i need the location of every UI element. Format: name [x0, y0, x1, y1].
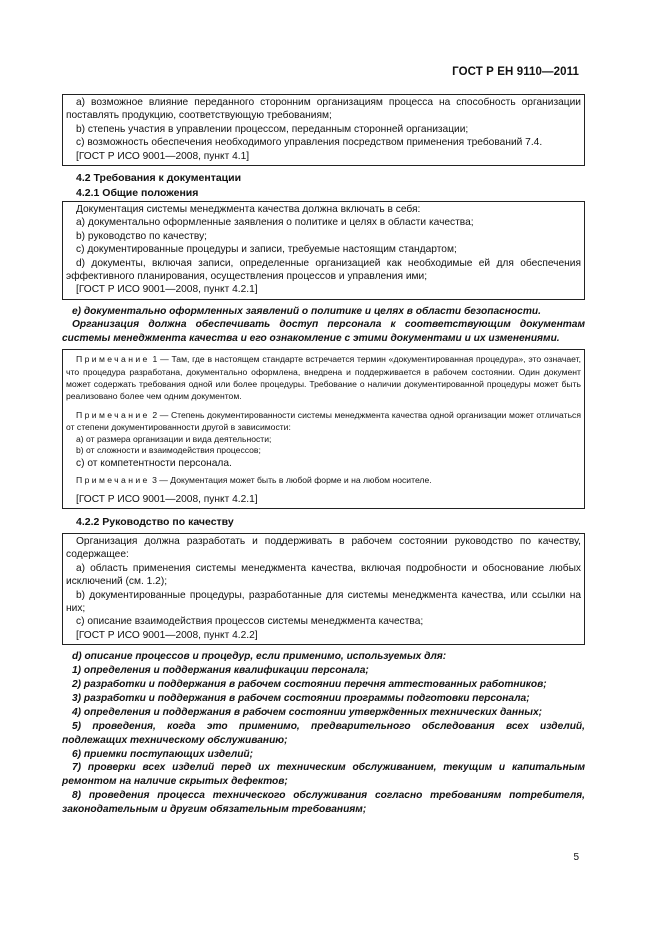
note-2 — [66, 409, 581, 434]
list-item: b) документированные процедуры, разработанные для системы менеджмента качества, или ссылки на них; — [66, 589, 581, 614]
note-3 — [66, 474, 581, 486]
section-heading-4-2-1: 4.2.1 Общие положения — [76, 187, 199, 200]
note-label: Примечание — [76, 409, 150, 420]
note-text: 2 — Степень документированности системы менеджмента качества одной организации может отличаться от степени документированности другой в зависимости: — [66, 409, 581, 433]
box-intro: Документация системы менеджмента качества должна включать в себя: — [76, 204, 421, 216]
list-item: 7) проверки всех изделий перед их техническим обслуживанием, текущим и капитальным ремонтом на наличие скрытых дефектов; — [62, 762, 585, 788]
addition-d — [62, 650, 585, 817]
list-item: а) область применения системы менеджмента качества, включая подробности и обоснование любых исключений (см. 1.2); — [66, 562, 581, 588]
quote-box-4-2-1 — [62, 201, 585, 300]
reference: [ГОСТ Р ИСО 9001—2008, пункт 4.2.1] — [76, 493, 258, 505]
page-content — [62, 94, 585, 817]
list-item: b) степень участия в управлении процессом, переданным сторонней организации; — [76, 123, 469, 135]
quote-box-4-1 — [62, 94, 585, 166]
reference: [ГОСТ Р ИСО 9001—2008, пункт 4.1] — [76, 150, 250, 162]
list-item: 8) проведения процесса технического обслуживания согласно требованиям потребителя, законодательным и другим обязательным требованиям; — [62, 790, 585, 816]
list-item: а) документально оформленные заявления о политике и целях в области качества; — [76, 217, 474, 229]
list-item: 2) разработки и поддержания в рабочем состоянии перечня аттестованных работников; — [72, 679, 547, 690]
list-item: 6) приемки поступающих изделий; — [72, 748, 254, 760]
addition-e — [62, 305, 585, 345]
list-item: c) от компетентности персонала. — [76, 457, 232, 469]
page-number: 5 — [573, 852, 579, 863]
addition-intro: d) описание процессов и процедур, если применимо, используемых для: — [72, 651, 447, 663]
note-label: Примечание — [76, 475, 150, 486]
box-intro: Организация должна разработать и поддерживать в рабочем состоянии руководство по качеству, содержащее: — [66, 535, 581, 561]
list-item: c) возможность обеспечения необходимого управления посредством применения требований 7.4. — [76, 137, 543, 149]
list-item: b) руководство по качеству; — [76, 230, 207, 242]
list-item: а) возможное влияние переданного сторонним организациям процесса на способность организации поставлять продукцию, соответствующую требованиям; — [66, 97, 581, 122]
list-item: 4) определения и поддержания в рабочем состоянии утвержденных технических данных; — [72, 706, 543, 718]
list-item: а) от размера организации и вида деятельности; — [76, 433, 272, 444]
section-heading-4-2-2: 4.2.2 Руководство по качеству — [76, 515, 234, 528]
quote-box-4-2-2 — [62, 533, 585, 645]
note-text: 1 — Там, где в настоящем стандарте встречается термин «документированная процедура», это означает, что процедура разработана, документально оформлена, внедрена и поддерживается в рабочем состоянии. Один документ может содержать требования одной или более процедуры. Требование о наличии документированной процедуры может быть реализовано более чем одним документом. — [66, 354, 581, 402]
note-label: Примечание — [76, 354, 150, 365]
addition-line: е) документально оформленных заявлений о политике и целях в области безопасности. — [72, 305, 541, 317]
list-item: c) документированные процедуры и записи, требуемые настоящим стандартом; — [76, 244, 457, 256]
document-header: ГОСТ Р ЕН 9110—2011 — [452, 66, 579, 78]
list-item: c) описание взаимодействия процессов системы менеджмента качества; — [76, 616, 424, 628]
reference: [ГОСТ Р ИСО 9001—2008, пункт 4.2.2] — [76, 629, 258, 641]
reference: [ГОСТ Р ИСО 9001—2008, пункт 4.2.1] — [76, 284, 258, 296]
note-text: 3 — Документация может быть в любой форме и на любом носителе. — [149, 475, 432, 486]
list-item: 3) разработки и поддержания в рабочем состоянии программы подготовки персонала; — [72, 692, 530, 704]
list-item: b) от сложности и взаимодействия процессов; — [76, 445, 261, 456]
section-heading-4-2: 4.2 Требования к документации — [76, 172, 242, 185]
list-item: 5) проведения, когда это применимо, предварительного обследования всех изделий, подлежащих техническому обслуживанию; — [62, 720, 585, 746]
note-1 — [66, 353, 581, 403]
notes-box — [62, 349, 585, 509]
addition-line: Организация должна обеспечивать доступ персонала к соответствующим документам системы менеджмента качества и его ознакомление с этими документами и их изменениями. — [62, 319, 585, 344]
list-item: 1) определения и поддержания квалификации персонала; — [72, 665, 369, 677]
list-item: d) документы, включая записи, определенные организацией как необходимые ей для обеспечения эффективного планирования, осуществления процессов и управления ими; — [66, 257, 581, 283]
